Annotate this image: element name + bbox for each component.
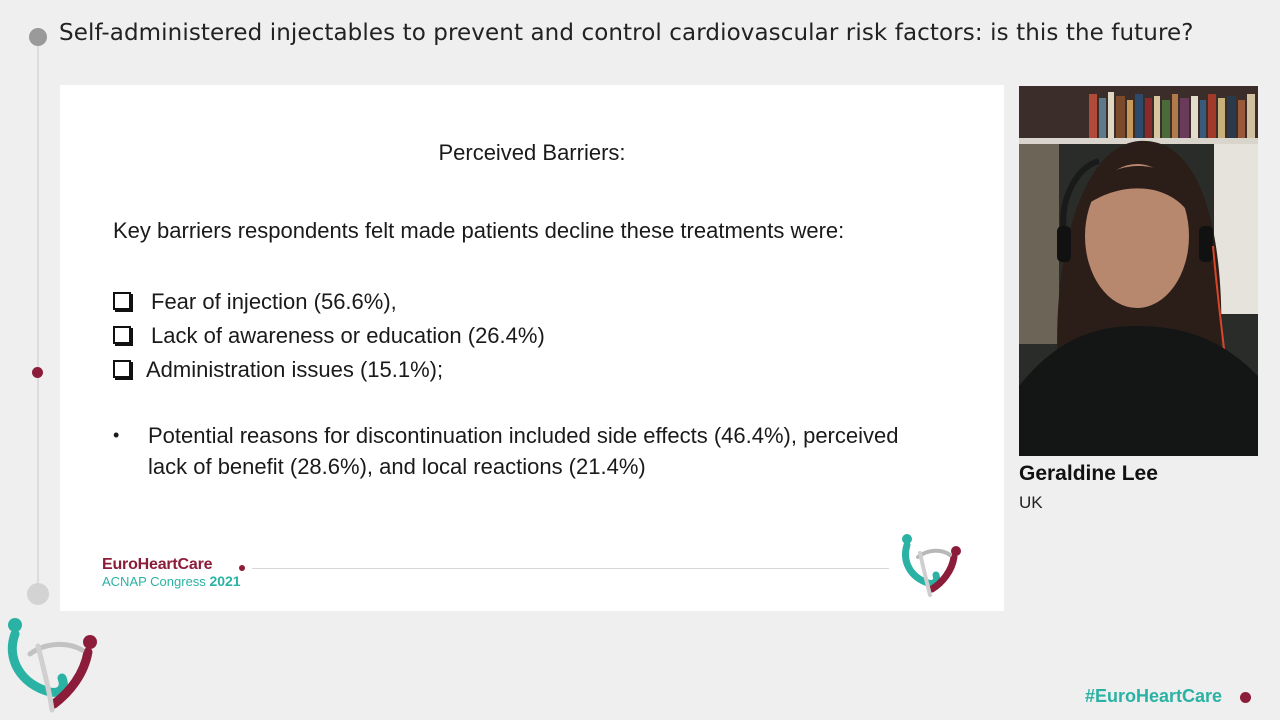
barrier-label: Administration issues (15.1%);: [146, 357, 444, 382]
logo-dot: [239, 565, 245, 571]
speaker-country: UK: [1019, 493, 1043, 512]
slide-heading: Perceived Barriers:: [438, 140, 626, 165]
event-hashtag: #EuroHeartCare: [1085, 686, 1223, 706]
barrier-item: [113, 319, 545, 353]
presentation-slide: [60, 85, 1004, 611]
discontinuation-text: Potential reasons for discontinuation included side effects (46.4%), perceived lack of benefit (28.6%), and local reactions (21.4%): [148, 423, 899, 479]
barrier-item: [113, 285, 545, 319]
checkbox-icon: [113, 292, 131, 310]
slide-divider: [252, 568, 889, 569]
timeline-dot-bottom: [27, 583, 49, 605]
timeline-line: [37, 46, 39, 591]
barrier-label: Fear of injection (56.6%),: [151, 289, 397, 314]
barrier-list: [113, 285, 545, 387]
timeline-dot-top: [29, 28, 47, 46]
speaker-name: Geraldine Lee: [1019, 462, 1158, 485]
checkbox-icon: [113, 326, 131, 344]
slide-intro-text: Key barriers respondents felt made patients decline these treatments were:: [113, 218, 845, 243]
speaker-video: [1019, 86, 1258, 456]
logo-name: EuroHeartCare: [102, 556, 213, 573]
speaker-video-frame: [1019, 86, 1258, 456]
congress-emblem-icon: [4, 614, 102, 714]
bullet-icon: •: [113, 425, 120, 445]
barrier-label: Lack of awareness or education (26.4%): [151, 323, 545, 348]
timeline-dot-current: [32, 367, 43, 378]
checkbox-icon: [113, 360, 131, 378]
logo-year: 2021: [209, 573, 241, 589]
euroheartcare-logo: [102, 556, 241, 589]
heart-emblem-icon: [898, 531, 962, 599]
session-title: Self-administered injectables to prevent and control cardiovascular risk factors: is this the future?: [59, 20, 1194, 46]
hashtag-dot: [1240, 692, 1251, 703]
barrier-item: [113, 353, 545, 387]
logo-subtitle: ACNAP Congress: [102, 574, 206, 589]
logo-subtitle-line: [102, 573, 241, 589]
discontinuation-bullet: [113, 420, 908, 482]
